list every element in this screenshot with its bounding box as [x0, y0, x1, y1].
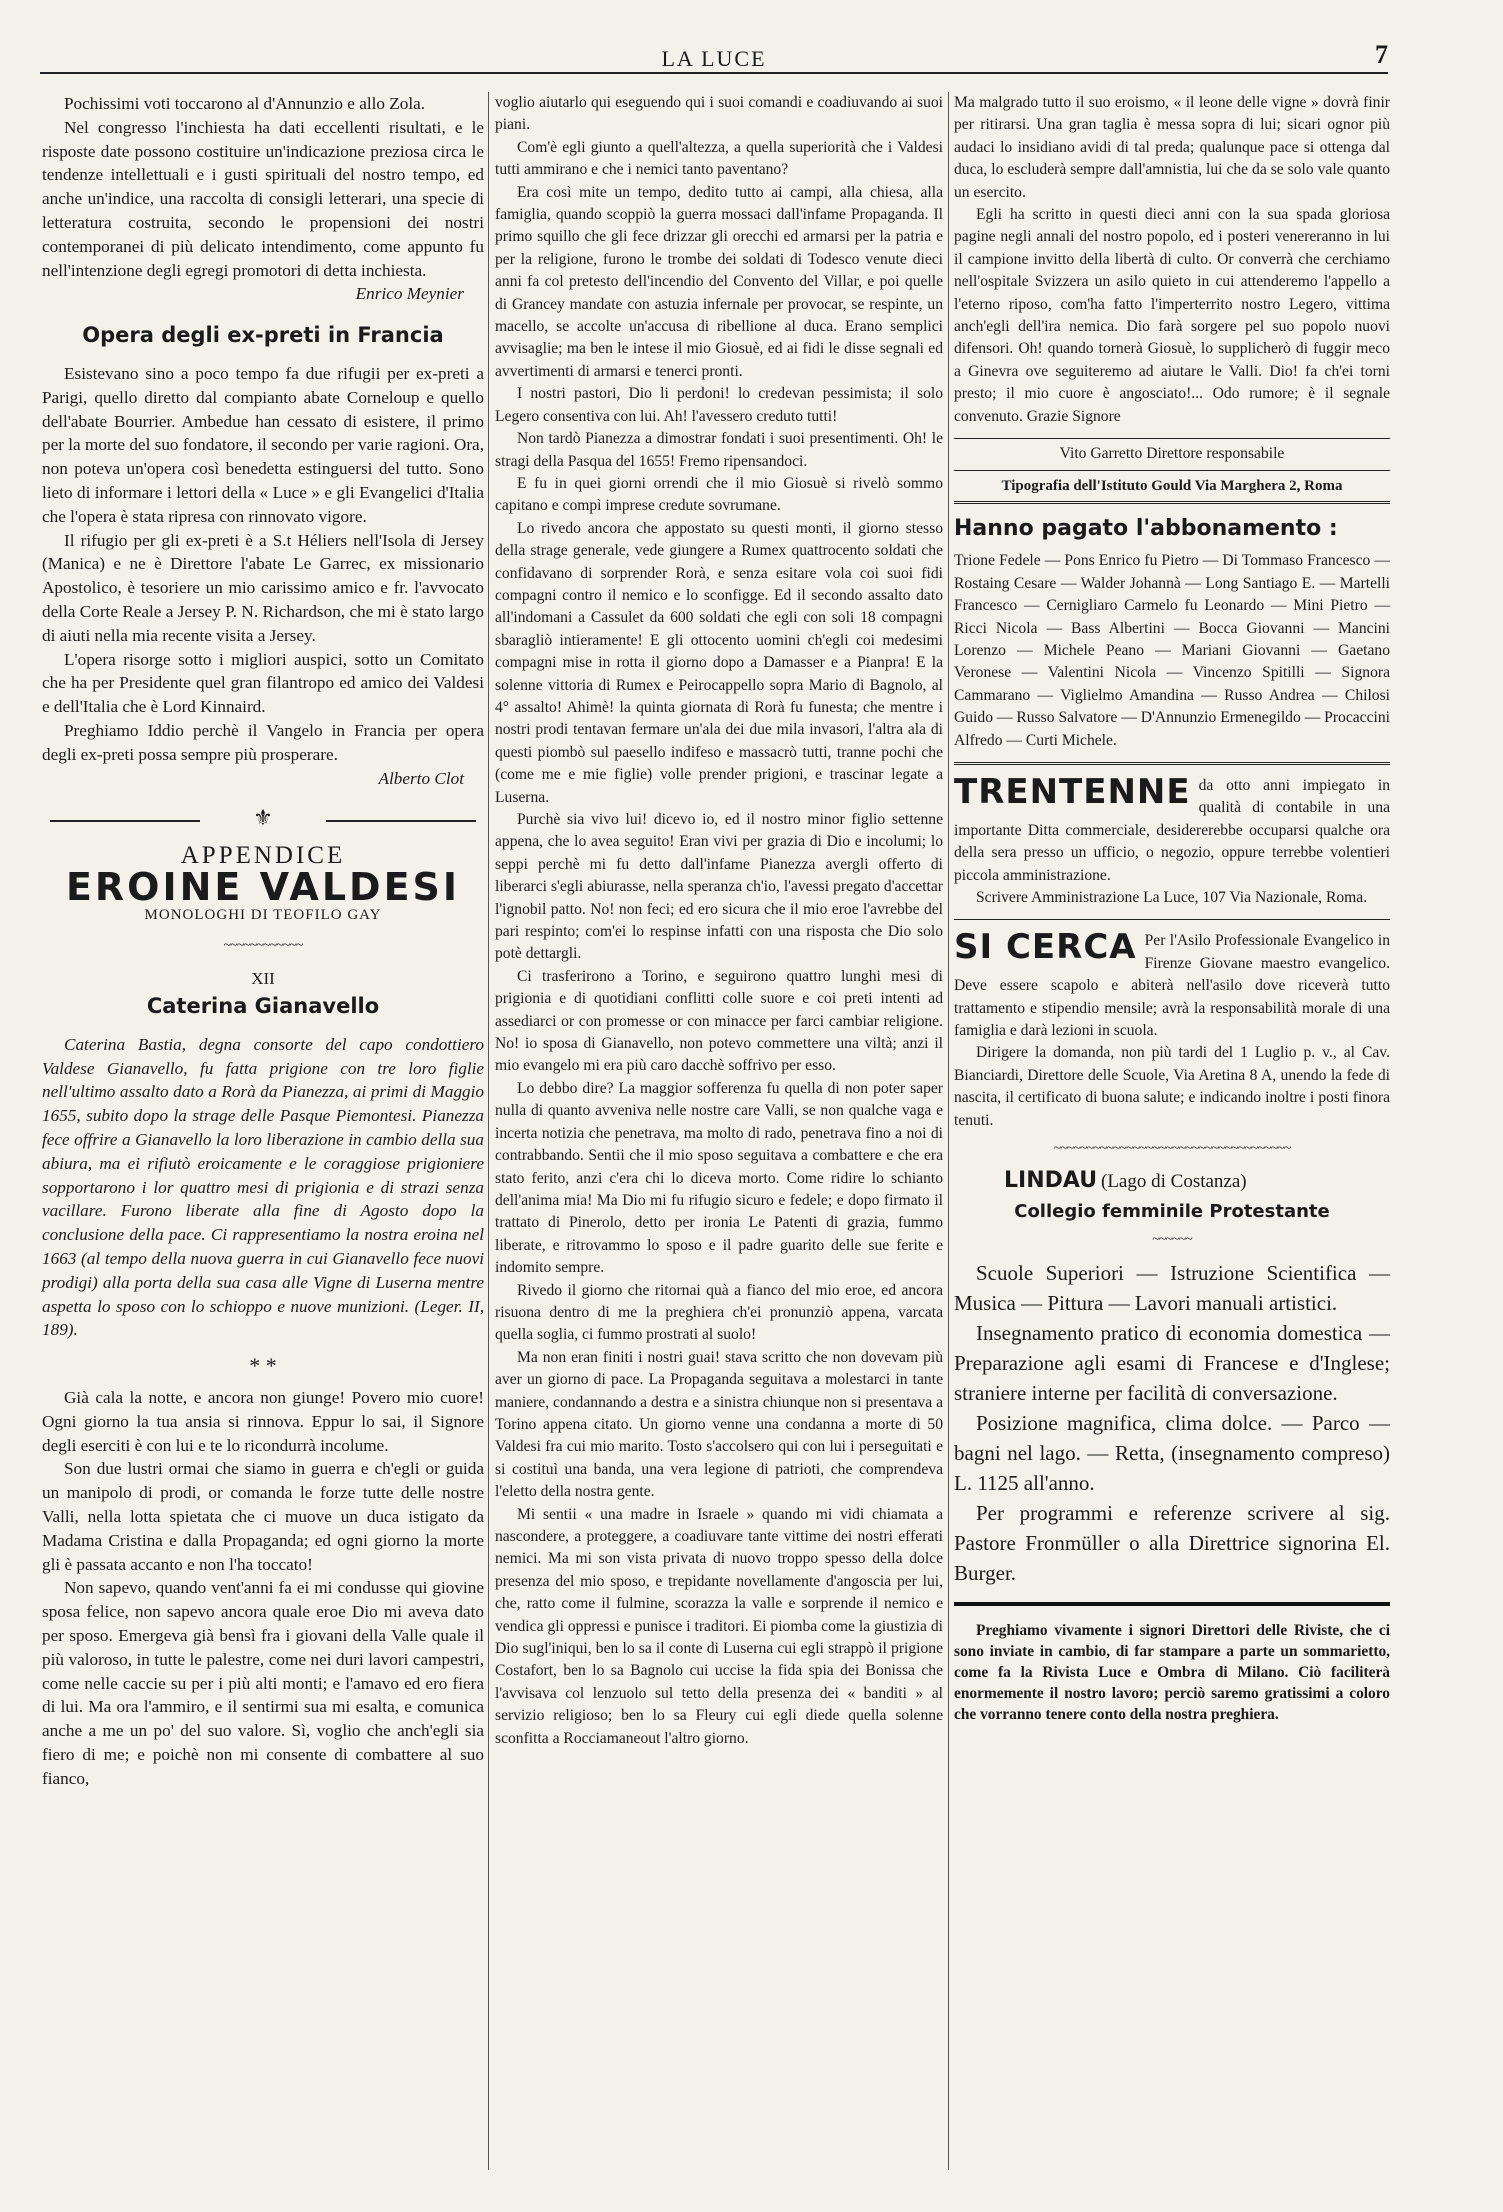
ad-title: LINDAU — [1004, 1168, 1098, 1194]
author-signature: Alberto Clot — [378, 768, 464, 788]
paragraph: Il rifugio per gli ex-preti è a S.t Héliers nell'Isola di Jersey (Manica) e ne è Direttore l'abate Le Garrec, ex missionario Apostolico, è tesoriere un mio carissimo amico e fr. l'avvocato della Corte Reale a Jersey P. N. Richardson, che mi è stato largo di aiuti nella mia recente visita a Jersey. — [42, 530, 484, 645]
printer-credit: Tipografia dell'Istituto Gould Via Marghera 2, Roma — [954, 471, 1390, 504]
subscribers-heading: Hanno pagato l'abbonamento : — [954, 515, 1338, 541]
paragraph: Purchè sia vivo lui! dicevo io, ed il nostro minor figlio settenne appena, che lo avea seguito! Eran vivi per grazia di Dio e incolumi; lo seppi perchè mi fu detto dall'infame Pianezza avergli offerto di liberarci s'egli abiurasse, nella speranza ch'io, l'avessi pregato d'accettar l'ignobil patto. No! non feci; ed ero sicura che il mio eroe l'avrebbe del pari respinto; com'ei lo respinse infatti con una risposta che Dio solo potè dettargli. — [495, 811, 943, 963]
feature-subtitle: MONOLOGHI DI TEOFILO GAY — [144, 906, 382, 923]
paragraph: Ci trasferirono a Torino, e seguirono quattro lunghi mesi di prigionia e di quotidiani conflitti colle suore e coi preti intenti ad assediarci or con promesse or con minacce per farci cambiar religione. No! io sposa di Gianavello, non potevo commettere una viltà; anzi il mio evangelo mi era più caro dacchè soffrivo per esso. — [495, 967, 943, 1075]
ad-text: Per l'Asilo Professionale Evangelico in Firenze Giovane maestro evangelico. Deve essere scapolo e abiterà nell'asilo dove riceverà tutto trattamento e stipendio mensile; avrà la responsabilità morale di una famiglia e darà lezioni in scuola. — [954, 932, 1390, 1040]
paragraph: I nostri pastori, Dio li perdoni! lo credevan pessimista; il solo Legero consentiva con lui. Ah! l'avessero creduto tutti! — [495, 385, 943, 425]
author-signature: Enrico Meynier — [355, 284, 464, 304]
paragraph: Lo debbo dire? La maggior sofferenza fu quella di non poter saper nulla di quanto avveniva nelle nostre care Valli, se non qualche vaga e incerta notizia che penetrava, ma molto di rado, penetrava fino a noi di contrabbando. Sentii che il mio sposo seguitava a combattere e che era stato ferito, anzi c'era chi lo diceva morto. Come ridire lo schianto dell'anima mia! Ma Dio mi fu rifugio sicuro e fedele; e dopo firmato il trattato di Pinerolo, detto per ironia Le Patenti di grazia, fummo liberate, e ritrovammo lo sposo e il padre guarito delle sue ferite e indomito sempre. — [495, 1079, 943, 1277]
fleuron-divider — [42, 806, 484, 830]
section-heading: Opera degli ex-preti in Francia — [82, 323, 444, 348]
ad-divider — [954, 762, 1390, 765]
paragraph: voglio aiutarlo qui eseguendo qui i suoi comandi e coadiuvando ai suoi piani. — [495, 94, 943, 134]
column-divider-1 — [488, 92, 489, 2170]
paragraph: Era così mite un tempo, dedito tutto ai campi, alla chiesa, alla famiglia, quando scoppiò la guerra mossaci dall'infame Propaganda. Il primo squillo che gli fece drizzar gli orecchi ed armarsi per la patria e per la religione, furono le trombe dei soldati di Todesco venute dieci anni fa col pretesto dell'incendio del Convento del Villar, e poi quelle di Grancey mandate con astuzia infernale per provocar, se respinte, un macello, se accolte un'accusa di ribellione al duca. Erano semplici avvisaglie; ma ben le intese il mio Giosuè, ed ai fidi le disse segnali ed avvertimenti di armarsi e tenerci pronti. — [495, 183, 943, 380]
asterism-divider: * * — [249, 1353, 277, 1379]
paragraph: Egli ha scritto in questi dieci anni con la sua spada gloriosa pagine negli annali del nostro popolo, ed i posteri venereranno in lui il campione invitto della libertà di culto. Or converrà che cerchiamo nell'ospitale Svizzera un asilo quieto in cui attenderemo l'appello a l'eterno riposo, com'ha fatto l'imperterrito nostro Legero, vittima anch'egli dell'ira nemica. Dio farà sorgere pel suo popolo nuovi difensori. Oh! quando tornerà Giosuè, lo supplicherò di fuggir meco a Ginevra ove seguiteremo ad aiutare le Valli. Dio! fa ch'ei torni presto; il mio cuore è angosciato!... Odo rumore; è il segnale convenuto. Grazie Signore — [954, 206, 1390, 425]
wavy-divider-icon: ~~~~~~~~~~~~ — [223, 937, 303, 953]
header-rule — [40, 72, 1388, 74]
ad-title: SI CERCA — [954, 927, 1137, 968]
wavy-divider-icon: ~~~~~~ — [1152, 1232, 1192, 1248]
paragraph: Già cala la notte, e ancora non giunge! Povero mio cuore! Ogni giorno la tua ansia si rinnova. Eppur lo sai, il Signore degli eserciti è con lui e te lo ricondurrà incolume. — [42, 1388, 484, 1455]
paragraph: Ma non eran finiti i nostri guai! stava scritto che non dovevam più aver un giorno di pace. La Propaganda seguitava a molestarci in tante maniere, condannando a destra e a sinistra chiunque non si presentava a Torino appena citato. Un giorno venne una condanna a morte di 50 Valdesi fra cui mio marito. Tosto s'accolsero qui con lui i perseguitati e si costituì una banda, una vera legione di patrioti, che comprendeva l'eletto della nostra gente. — [495, 1348, 943, 1501]
ad-text: Insegnamento pratico di economia domestica — Preparazione agli esami di Francese e d'Inglese; straniere interne per facilità di conversazione. — [954, 1320, 1390, 1405]
ad-text: Posizione magnifica, clima dolce. — Parco — bagni nel lago. — Retta, (insegnamento compreso) L. 1125 all'anno. — [954, 1410, 1390, 1495]
page-header — [40, 38, 1388, 74]
chapter-heading: Caterina Gianavello — [146, 994, 380, 1019]
ad-contact: Scrivere Amministrazione La Luce, 107 Via Nazionale, Roma. — [976, 889, 1368, 906]
paragraph: Com'è egli giunto a quell'altezza, a quella superiorità che i Valdesi tutti ammirano e che i nemici tanto paventano? — [495, 138, 943, 179]
column-divider-2 — [948, 92, 949, 2170]
paragraph: Preghiamo Iddio perchè il Vangelo in Francia per opera degli ex-preti possa sempre più prosperare. — [42, 720, 484, 764]
appendix-heading: APPENDICE — [180, 842, 346, 870]
paragraph: Non sapevo, quando vent'anni fa ei mi condusse qui giovine sposa felice, non sapevo ancora quale eroe Dio mi aveva dato per sposo. Emergeva già bensì fra i giovani della Valle quale il più valoroso, in tutte le palestre, come nei duri lavori campestri, come nelle caccie su per i più alti monti; e l'amavo ed ero fiera di lui. Ma ora l'ammiro, e il sentirmi sua mi esalta, e comunica anche a me un po' del suo valore. Sì, voglio che anch'egli sia fiero di me; e poichè non mi consente di combattere al suo fianco, — [42, 1578, 484, 1788]
paragraph: Pochissimi voti toccarono al d'Annunzio e allo Zola. — [64, 94, 426, 113]
classified-ad-lindau — [954, 1170, 1390, 1587]
column-2 — [495, 92, 943, 1750]
intro-paragraph: Caterina Bastia, degna consorte del capo condottiero Valdese Gianavello, fu fatta prigione con tre loro figlie nell'ultimo assalto dato a Rorà da Pianezza, ai primi di Maggio 1655, subito dopo la strage delle Pasque Piemontesi. Pianezza fece offrire a Gianavello la loro liberazione in cambio della sua abiura, ma ei rifiutò eroicamente e le coraggiose prigioniere sopportarono i lor quattro mesi di prigionia e di strazi senza vacillare. Furono liberate alla fine di Agosto dopo la conclusione della pace. Ci rappresentiamo la nostra eroina nel 1663 (al tempo della nuova guerra in cui Gianavello fece nuovi prodigi) alla porta della sua casa alle Vigne di Luserna mentre aspetta lo sposo con lo schioppo e nuove munizioni. (Leger. II, 189). — [42, 1034, 484, 1340]
ad-title: TRENTENNE — [954, 771, 1191, 812]
ad-contact: Dirigere la domanda, non più tardi del 1 Luglio p. v., al Cav. Bianciardi, Direttore delle Scuole, Via Aretina 8 A, unendo la fede di nascita, il certificato di buona salute; e indicando inoltre i posti finora tenuti. — [954, 1044, 1390, 1129]
paragraph: Nel congresso l'inchiesta ha dati eccellenti risultati, e le risposte date possono costituire un'indicazione preziosa circa le tendenze intellettuali e i gusti spirituali del nostro tempo, ed anche un'indice, una raccolta di consigli letterari, una specie di letteratura costruita, secondo le propensioni dei nostri contemporanei di più delicato intendimento, come appunto fu nell'intenzione degli egregi promotori di detta inchiesta. — [42, 117, 484, 280]
chapter-number: XII — [251, 969, 275, 989]
feature-title: EROINE VALDESI — [65, 864, 461, 909]
subscribers-list: Trione Fedele — Pons Enrico fu Pietro — Di Tommaso Francesco — Rostaing Cesare — Walder Johannà — Long Santiago E. — Martelli Francesco — Cernigliaro Carmelo fu Leonardo — Mini Pietro — Ricci Nicola — Bass Albertini — Bocca Giovanni — Mancini Lorenzo — Michele Peano — Mariani Giovanni — Gaetano Veronese — Valentini Nicola — Vincenzo Spitilli — Signora Cammarano — Viglielmo Amandina — Russo Andrea — Chilosi Guido — Russo Salvatore — D'Annunzio Ermenegildo — Procaccini Alfredo — Curti Michele. — [954, 552, 1390, 749]
ad-subtitle: Collegio femminile Protestante — [1014, 1200, 1330, 1222]
page-number: 7 — [1375, 40, 1388, 69]
classified-ad-trentenne — [954, 771, 1390, 909]
ad-text: Scuole Superiori — Istruzione Scientifica — Musica — Pittura — Lavori manuali artistici. — [954, 1260, 1390, 1315]
paragraph: Mi sentii « una madre in Israele » quando mi vidi chiamata a nascondere, a proteggere, a coadiuvare tante vittime dei nostri efferati nemici. Ma mi son vista privata di nuovo troppo spesso della dolce presenza del mio sposo, e trepidante novellamente d'angoscia per lui, che, ratto come il fulmine, scorazza la valle e sorprende il nemico e vendica gli oppressi e punisce i traditori. Ei piomba come la giustizia di Dio sugl'iniqui, ben lo sa il conte di Luserna cui egli strappò il prigione Costafort, ben lo sa Bagnolo cui uccise la fida spia dei Bonissa che l'avvisava col lenzuolo sul tetto della presenza dei « banditi » al servizio religioso; ben lo sa Fleury cui egli diede quella solenne sconfitta a Rocciamaneout l'altro giorno. — [495, 1505, 943, 1747]
classified-ad-si-cerca — [954, 927, 1390, 1132]
column-1 — [42, 92, 484, 1791]
paragraph: Rivedo il giorno che ritornai quà a fianco del mio eroe, ed ancora risuona dentro di me la preghiera ch'ei pronunziò appena, varcata quella soglia, ci fummo prostrati al suolo! — [495, 1281, 943, 1344]
exchange-notice: Preghiamo vivamente i signori Direttori delle Riviste, che ci sono inviate in cambio, di far stampare a parte un sommarietto, come fa la Rivista Luce e Ombra di Milano. Ciò faciliterà enormemente il nostro lavoro; perciò saremo gratissimi a coloro che vorranno tenere conto della nostra preghiera. — [954, 1621, 1390, 1723]
ad-text: da otto anni impiegato in qualità di contabile in una importante Ditta commerciale, desidererebbe occuparsi qualche ora della sera presso un ufficio, o negozio, oppure terrebbe volentieri piccola amministrazione. — [954, 776, 1390, 884]
column-3 — [954, 92, 1390, 1725]
section-rule — [954, 1602, 1390, 1606]
paragraph: Ma malgrado tutto il suo eroismo, « il leone delle vigne » dovrà finir per ritirarsi. Una gran taglia è messa sopra di lui; sicari ognor più audaci lo insidiano avidi di tal preda; qualunque pace si ottenga dal duca, lo escluderà sempre dall'amnistia, lui che da se solo vale quanto un esercito. — [954, 94, 1390, 201]
ad-text: Per programmi e referenze scrivere al sig. Pastore Fronmüller o alla Direttrice signorina El. Burger. — [954, 1500, 1390, 1585]
paragraph: E fu in quei giorni orrendi che il mio Giosuè si rivelò sommo capitano e compì imprese credute sovrumane. — [495, 474, 943, 515]
paragraph: L'opera risorge sotto i migliori auspici, sotto un Comitato che ha per Presidente quel gran filantropo ed amico dei Valdesi e dell'Italia che è Lord Kinnaird. — [42, 649, 484, 717]
ad-location: (Lago di Costanza) — [1101, 1171, 1247, 1193]
editor-credit: Vito Garretto Direttore responsabile — [954, 438, 1390, 470]
paragraph: Esistevano sino a poco tempo fa due rifugii per ex-preti a Parigi, quello diretto dal compianto abate Corneloup e quello dell'abate Bourrier. Ambedue han cessato di esistere, il primo per la morte del suo fondatore, il secondo per varie ragioni. Ora, non poteva un'opera così benedetta estinguersi del tutto. Sono lieto di informare i lettori della « Luce » e gli Evangelici d'Italia che l'opera è stata ripresa con rinnovato vigore. — [42, 363, 484, 526]
paragraph: Non tardò Pianezza a dimostrar fondati i suoi presentimenti. Oh! le stragi della Pasqua del 1655! Fremo ripensandoci. — [495, 430, 943, 470]
wavy-divider-icon: ~~~~~~~~~~~~~~~~~~~~~~~~~~~~~~~~~~~~ — [1053, 1141, 1291, 1157]
fleur-de-lis-icon: ⚜ — [253, 805, 273, 831]
newspaper-title: LA LUCE — [661, 46, 767, 71]
paragraph: Lo rivedo ancora che appostato su questi monti, il giorno stesso della strage generale, vede giungere a Rumex quattrocento soldati che confidavano di sorprender Rorà, e senza esitare vola coi suoi fidi compagni contro il nemico e lo sconfigge. Ed il secondo assalto dato all'indomani a Cassulet da 600 soldati che egli con soli 18 compagni sbaragliò intieramente! E gli ottocento uomini ch'egli coi medesimi compagni mise in rotta il giorno dopo a Damasser e a Pianpra! E la solenne vittoria di Rumex e Peirocappello sopra Mario di Bagnolo, al 4° assalto! Ahimè! la quinta giornata di Rorà fu funesta; che mentre i nostri prodi tentavan fermare un'ala dei due mila invasori, l'altra ala di questi piombò sul paesello indifeso e massacrò tutti, tranne pochi che (come me e mie figlie) volle prender prigioni, e trascinar legate a Luserna. — [495, 519, 943, 806]
ad-divider — [954, 919, 1390, 920]
paragraph: Son due lustri ormai che siamo in guerra e ch'egli or guida un manipolo di prodi, or comanda le forze tutte delle nostre Valli, nella lotta spietata che ci muove un duca istigato da Madama Cristina e dalla Propaganda; ed ogni giorno la morte gli è passata accanto e non l'ha toccato! — [42, 1459, 484, 1574]
